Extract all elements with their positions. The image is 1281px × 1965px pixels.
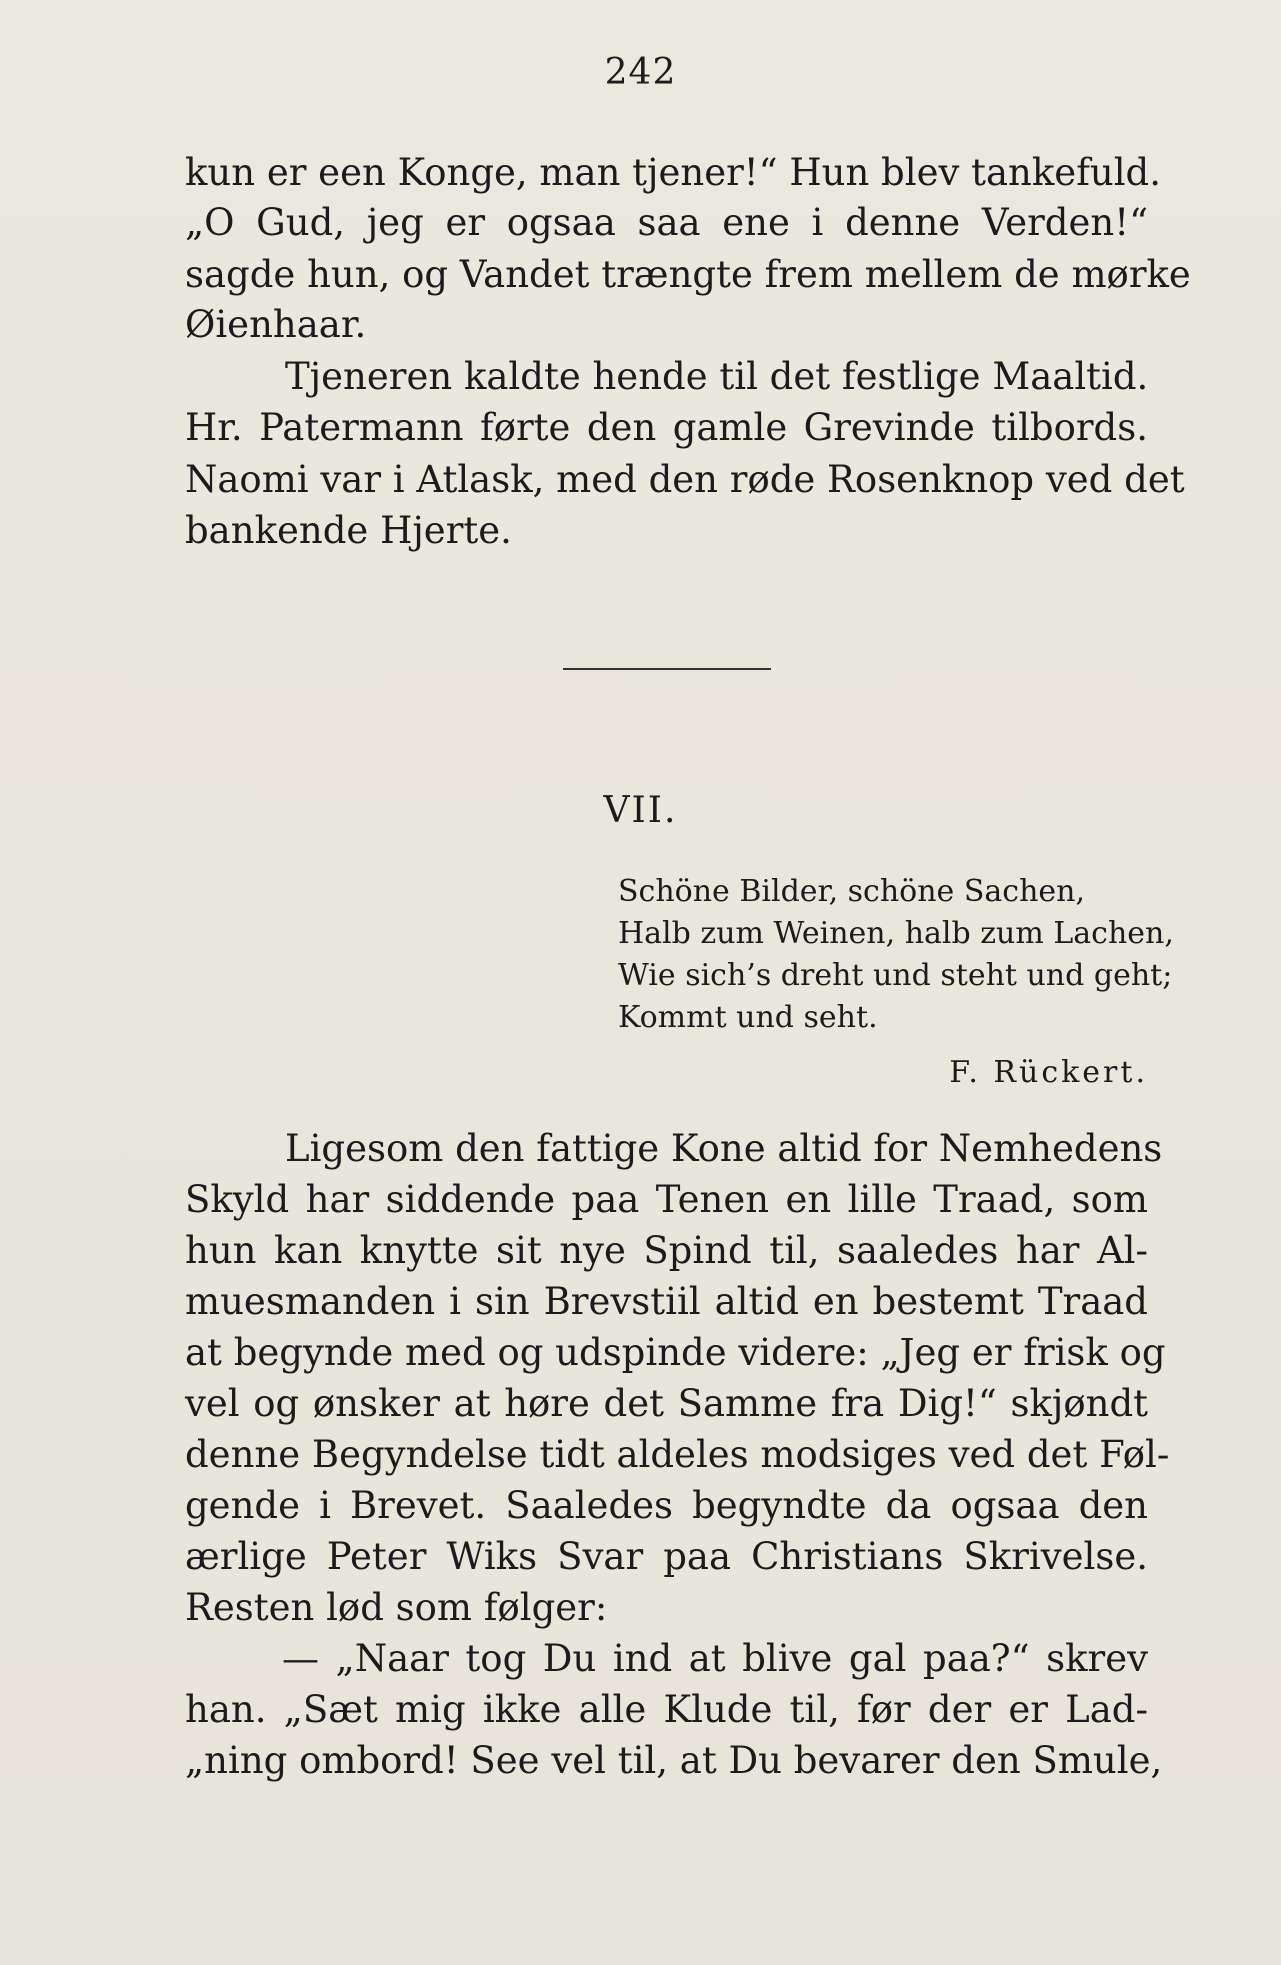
verse-line: Schöne Bilder, schöne Sachen, <box>618 874 1086 909</box>
page-number: 242 <box>604 52 677 93</box>
text-line: Naomi var i Atlask, med den røde Rosenknop ved det <box>185 458 1185 501</box>
text-line: sagde hun, og Vandet trængte frem mellem de mørke <box>185 253 1191 296</box>
text-line: „ning ombord! See vel til, at Du bevarer den Smule, <box>185 1739 1163 1782</box>
section-divider <box>563 668 771 670</box>
text-line: Skyld har siddende paa Tenen en lille Traad, som <box>185 1178 1148 1221</box>
text-line: Ligesom den fattige Kone altid for Nemhedens <box>285 1127 1163 1170</box>
text-line: denne Begyndelse tidt aldeles modsiges ved det Føl- <box>185 1433 1170 1476</box>
verse-line: Halb zum Weinen, halb zum Lachen, <box>618 916 1174 951</box>
text-line: Øienhaar. <box>185 303 367 346</box>
text-line: — „Naar tog Du ind at blive gal paa?“ skrev <box>282 1637 1148 1680</box>
text-line: muesmanden i sin Brevstiil altid en bestemt Traad <box>185 1280 1148 1323</box>
verse-line: Kommt und seht. <box>618 1000 878 1035</box>
text-line: Tjeneren kaldte hende til det festlige Maaltid. <box>285 355 1149 398</box>
text-line: Resten lød som følger: <box>185 1586 608 1629</box>
text-line: han. „Sæt mig ikke alle Klude til, før der er Lad- <box>185 1688 1148 1731</box>
chapter-heading: VII. <box>603 790 678 831</box>
text-line: bankende Hjerte. <box>185 509 512 552</box>
text-line: at begynde med og udspinde videre: „Jeg er frisk og <box>185 1331 1166 1374</box>
text-line: kun er een Konge, man tjener!“ Hun blev tankefuld. <box>185 151 1162 194</box>
text-line: „O Gud, jeg er ogsaa saa ene i denne Verden!“ <box>185 201 1148 244</box>
text-line: vel og ønsker at høre det Samme fra Dig!“ skjøndt <box>185 1382 1148 1425</box>
epigraph-attribution: F. Rückert. <box>949 1055 1148 1090</box>
text-line: ærlige Peter Wiks Svar paa Christians Skrivelse. <box>185 1535 1148 1578</box>
text-line: hun kan knytte sit nye Spind til, saaledes har Al- <box>185 1229 1148 1272</box>
text-line: Hr. Patermann førte den gamle Grevinde tilbords. <box>185 406 1148 449</box>
text-line: gende i Brevet. Saaledes begyndte da ogsaa den <box>185 1484 1148 1527</box>
verse-line: Wie sich’s dreht und steht und geht; <box>618 958 1173 993</box>
